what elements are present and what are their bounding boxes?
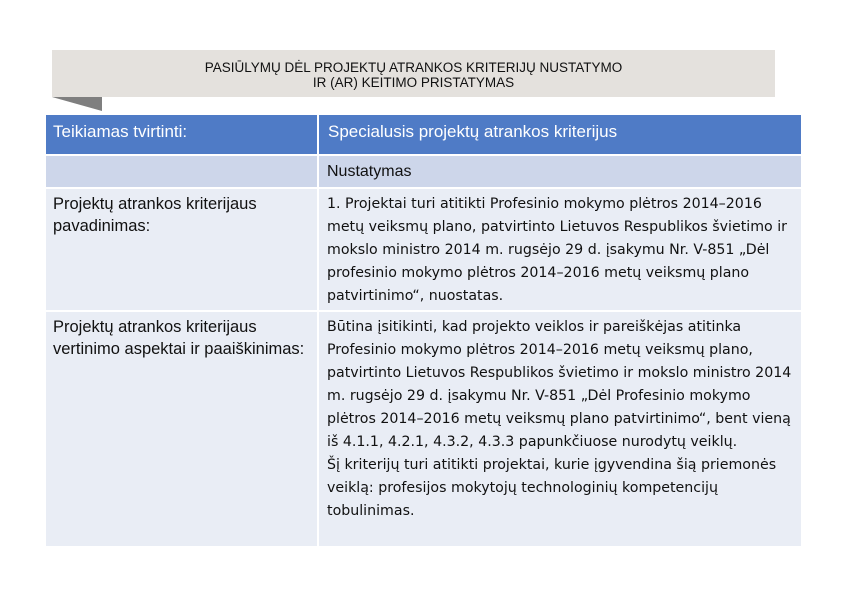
title-line-1: PASIŪLYMŲ DĖL PROJEKTŲ ATRANKOS KRITERIJŲ NUSTATYMO: [204, 60, 623, 75]
criterion-aspects-label: Projektų atrankos kriterijaus vertinimo aspektai ir paaiškinimas:: [45, 311, 318, 547]
header-right-cell: Specialusis projektų atrankos kriterijus: [318, 114, 802, 155]
banner-corner-fold: [52, 97, 102, 111]
aspects-paragraph-1: Būtina įsitikinti, kad projekto veiklos ir pareiškėjas atitinka Profesinio mokymo plėtros 2014–2016 metų veiksmų plano, patvirtinto Lietuvos Respublikos švietimo ir mokslo ministro 2014 m. rugsėjo 29 d. įsakymu Nr. V-851 „Dėl Profesinio mokymo plėtros 2014–2016 metų veiksmų plano patvirtinimo“, bent vieną iš 4.1.1, 4.2.1, 4.3.2, 4.3.3 papunkčiuose nurodytų veiklų.: [327, 319, 792, 450]
criterion-name-value: 1. Projektai turi atitikti Profesinio mokymo plėtros 2014–2016 metų veiksmų plano, patvirtinto Lietuvos Respublikos švietimo ir mokslo ministro 2014 m. rugsėjo 29 d. įsakymu Nr. V-851 „Dėl profesinio mokymo plėtros 2014–2016 metų veiksmų plano patvirtinimo“, nuostatas.: [318, 188, 802, 311]
subheader-left-cell: [45, 155, 318, 188]
criterion-aspects-value: [318, 311, 802, 547]
criteria-table: [44, 113, 803, 548]
table-row: [45, 188, 802, 311]
subheader-right-cell: Nustatymas: [318, 155, 802, 188]
table-subheader-row: [45, 155, 802, 188]
aspects-paragraph-2: Šį kriterijų turi atitikti projektai, kurie įgyvendina šią priemonės veiklą: profesijos mokytojų technologinių kompetencijų tobulinimas.: [327, 457, 777, 519]
criterion-name-label: Projektų atrankos kriterijaus pavadinimas:: [45, 188, 318, 311]
title-banner: [52, 50, 775, 97]
header-left-cell: Teikiamas tvirtinti:: [45, 114, 318, 155]
title-line-2: IR (AR) KEITIMO PRISTATYMAS: [312, 75, 515, 90]
table-row: [45, 311, 802, 547]
table-header-row: [45, 114, 802, 155]
